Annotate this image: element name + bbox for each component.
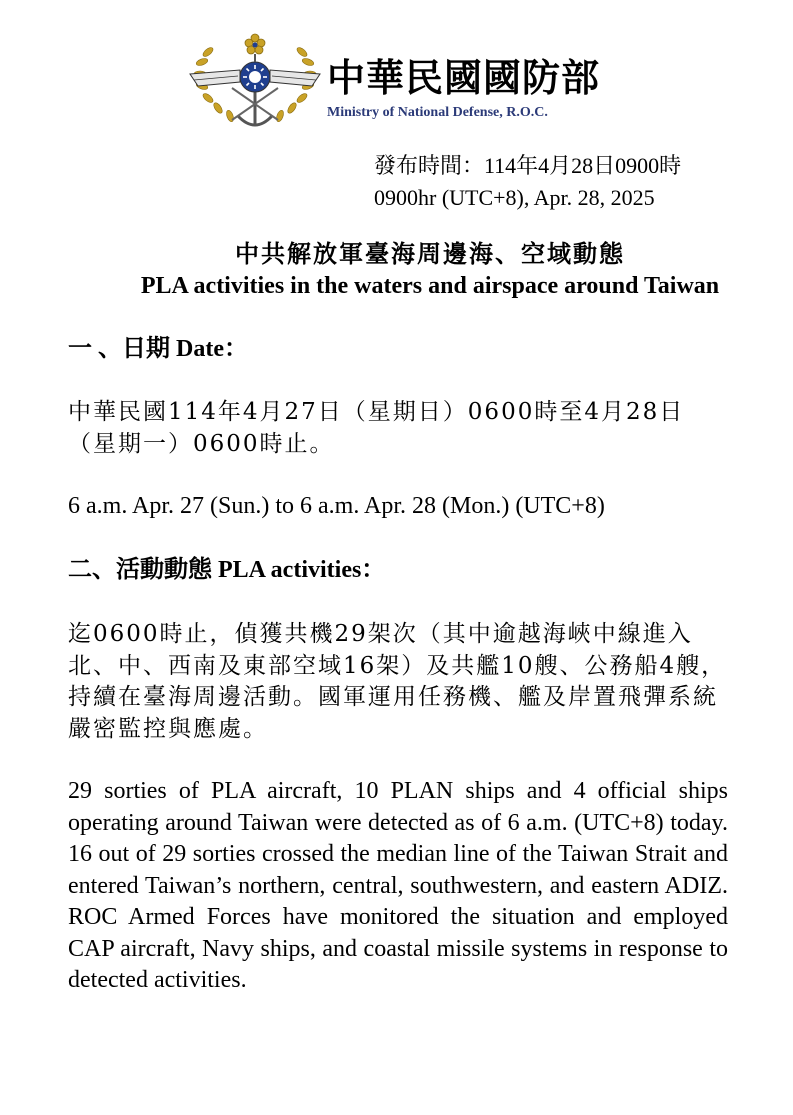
document-title-en: PLA activities in the waters and airspace around Taiwan bbox=[140, 273, 720, 299]
section-date-en: 6 a.m. Apr. 27 (Sun.) to 6 a.m. Apr. 28 (Mon.) (UTC+8) bbox=[68, 493, 605, 519]
section-date-heading: 一 、日期 Date： bbox=[68, 336, 248, 362]
section-date-zh: 中華民國114年4月27日（星期日）0600時至4月28日（星期一）0600時止。 bbox=[68, 399, 685, 457]
release-time-zh: 發布時間：114年4月28日0900時 bbox=[374, 153, 682, 178]
section-activities-heading: 二、活動動態 PLA activities： bbox=[68, 557, 386, 583]
section-activities-en: 29 sorties of PLA aircraft, 10 PLAN ships and 4 official ships operating around Taiwan were detected as of 6 a.m. (UTC+8) today. 16 out of 29 sorties crossed the median line of the Taiwan Strait and entered Taiwan’s northern, central, southwestern, and eastern ADIZ. ROC Armed Forces have monitored the situation and employed CAP aircraft, Navy ships, and coastal missile systems in response to detected activities. bbox=[68, 778, 728, 993]
org-name-zh: 中華民國國防部 bbox=[327, 56, 601, 100]
header bbox=[180, 30, 640, 140]
document-title bbox=[60, 238, 793, 302]
document-title-zh: 中共解放軍臺海周邊海、空域動態 bbox=[235, 239, 625, 268]
org-name-en: Ministry of National Defense, R.O.C. bbox=[327, 105, 548, 120]
release-time bbox=[374, 150, 681, 214]
release-time-en: 0900hr (UTC+8), Apr. 28, 2025 bbox=[374, 185, 655, 210]
section-activities-zh: 迄0600時止，偵獲共機29架次（其中逾越海峽中線進入北、中、西南及東部空域16架）及共艦10艘、公務船4艘，持續在臺海周邊活動。國軍運用任務機、艦及岸置飛彈系統嚴密監控與應處。 bbox=[68, 621, 727, 742]
mnd-emblem-icon bbox=[180, 30, 330, 140]
